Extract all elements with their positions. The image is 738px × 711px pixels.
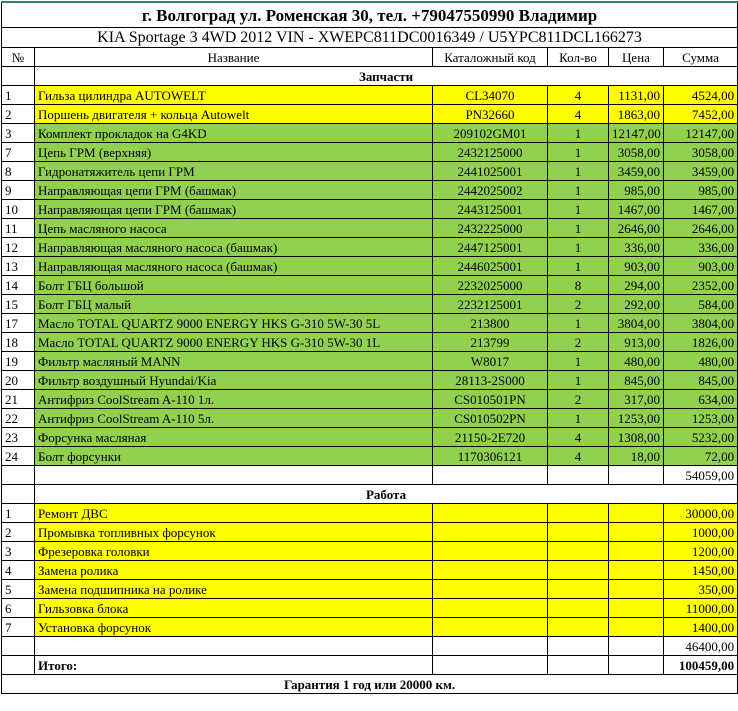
part-qty: 1 [548,238,609,257]
row-number: 7 [2,618,35,637]
parts-row [2,124,738,143]
part-name: Антифриз CoolStream A-110 5л. [35,409,433,428]
empty-cell [548,504,609,523]
part-code: 2446025001 [433,257,548,276]
work-sum: 1450,00 [664,561,738,580]
empty-cell [433,504,548,523]
empty-cell [433,523,548,542]
part-sum: 2352,00 [664,276,738,295]
total-label: Итого: [35,656,433,675]
part-code: 28113-2S000 [433,371,548,390]
column-header-name: Название [35,48,433,67]
empty-cell [609,656,664,675]
part-name: Форсунка масляная [35,428,433,447]
row-number: 20 [2,371,35,390]
part-code: CL34070 [433,86,548,105]
part-price: 3459,00 [609,162,664,181]
total-row [2,656,738,675]
work-name: Промывка топливных форсунок [35,523,433,542]
row-number: 23 [2,428,35,447]
row-number: 17 [2,314,35,333]
part-price: 3804,00 [609,314,664,333]
part-name: Цепь масляного насоса [35,219,433,238]
row-number: 4 [2,561,35,580]
part-sum: 72,00 [664,447,738,466]
parts-row [2,447,738,466]
part-price: 985,00 [609,181,664,200]
parts-row [2,428,738,447]
column-header-row [2,48,738,67]
empty-cell [548,542,609,561]
part-price: 18,00 [609,447,664,466]
part-qty: 1 [548,219,609,238]
work-sum: 1200,00 [664,542,738,561]
row-number: 3 [2,542,35,561]
part-qty: 1 [548,314,609,333]
total-value: 100459,00 [664,656,738,675]
part-name: Направляющая масляного насоса (башмак) [35,257,433,276]
part-qty: 4 [548,428,609,447]
part-price: 336,00 [609,238,664,257]
part-name: Направляющая цепи ГРМ (башмак) [35,200,433,219]
work-row [2,618,738,637]
empty-cell [609,599,664,618]
column-header-sum: Сумма [664,48,738,67]
part-price: 2646,00 [609,219,664,238]
column-header-code: Каталожный код [433,48,548,67]
empty-cell [609,466,664,485]
row-number: 24 [2,447,35,466]
part-price: 1131,00 [609,86,664,105]
part-sum: 480,00 [664,352,738,371]
work-row [2,599,738,618]
part-code: CS010502PN [433,409,548,428]
part-sum: 1826,00 [664,333,738,352]
row-number: 22 [2,409,35,428]
part-sum: 3804,00 [664,314,738,333]
part-qty: 4 [548,86,609,105]
part-code: CS010501PN [433,390,548,409]
empty-cell [433,599,548,618]
row-number: 14 [2,276,35,295]
row-number: 6 [2,599,35,618]
part-sum: 3058,00 [664,143,738,162]
part-qty: 1 [548,371,609,390]
work-row [2,523,738,542]
empty-cell [433,637,548,656]
work-name: Ремонт ДВС [35,504,433,523]
row-number: 18 [2,333,35,352]
row-number: 1 [2,86,35,105]
row-number: 10 [2,200,35,219]
part-name: Масло TOTAL QUARTZ 9000 ENERGY HKS G-310 5W-30 5L [35,314,433,333]
work-name: Фрезеровка головки [35,542,433,561]
part-code: 2447125001 [433,238,548,257]
part-price: 913,00 [609,333,664,352]
part-qty: 1 [548,352,609,371]
empty-cell [548,599,609,618]
part-code: 2441025001 [433,162,548,181]
part-sum: 634,00 [664,390,738,409]
part-qty: 4 [548,105,609,124]
part-sum: 3459,00 [664,162,738,181]
part-price: 292,00 [609,295,664,314]
part-qty: 1 [548,162,609,181]
part-name: Цепь ГРМ (верхняя) [35,143,433,162]
part-sum: 336,00 [664,238,738,257]
empty-cell [548,561,609,580]
work-section-label: Работа [35,485,738,504]
part-name: Направляющая цепи ГРМ (башмак) [35,181,433,200]
work-sum: 1400,00 [664,618,738,637]
part-qty: 1 [548,143,609,162]
part-price: 1863,00 [609,105,664,124]
work-row [2,504,738,523]
part-sum: 584,00 [664,295,738,314]
part-qty: 2 [548,333,609,352]
work-row [2,561,738,580]
empty-cell [433,542,548,561]
parts-row [2,143,738,162]
part-sum: 12147,00 [664,124,738,143]
work-sum: 1000,00 [664,523,738,542]
part-name: Гидронатяжитель цепи ГРМ [35,162,433,181]
part-code: 2232025000 [433,276,548,295]
work-name: Гильзовка блока [35,599,433,618]
estimate-table [1,1,738,694]
parts-row [2,314,738,333]
part-price: 1467,00 [609,200,664,219]
parts-subtotal-row [2,466,738,485]
part-sum: 1253,00 [664,409,738,428]
part-name: Болт ГБЦ большой [35,276,433,295]
part-qty: 1 [548,200,609,219]
parts-row [2,181,738,200]
empty-cell [2,485,35,504]
part-qty: 4 [548,447,609,466]
empty-cell [2,637,35,656]
parts-row [2,257,738,276]
part-qty: 1 [548,124,609,143]
empty-cell [35,637,433,656]
row-number: 19 [2,352,35,371]
part-qty: 1 [548,257,609,276]
part-sum: 1467,00 [664,200,738,219]
empty-cell [609,618,664,637]
parts-row [2,200,738,219]
work-name: Установка форсунок [35,618,433,637]
parts-section-header [2,67,738,86]
row-number: 13 [2,257,35,276]
part-name: Поршень двигателя + кольца Autowelt [35,105,433,124]
row-number: 7 [2,143,35,162]
parts-row [2,371,738,390]
parts-row [2,105,738,124]
part-name: Фильтр масляный MANN [35,352,433,371]
part-code: 2442025002 [433,181,548,200]
empty-cell [35,466,433,485]
part-code: 213799 [433,333,548,352]
empty-cell [609,504,664,523]
empty-cell [433,656,548,675]
work-name: Замена подшипника на ролике [35,580,433,599]
part-name: Антифриз CoolStream A-110 1л. [35,390,433,409]
part-price: 294,00 [609,276,664,295]
parts-row [2,295,738,314]
part-price: 903,00 [609,257,664,276]
row-number: 1 [2,504,35,523]
work-subtotal: 46400,00 [664,637,738,656]
part-code: W8017 [433,352,548,371]
part-qty: 8 [548,276,609,295]
empty-cell [609,580,664,599]
column-header-price: Цена [609,48,664,67]
empty-cell [609,542,664,561]
empty-cell [609,523,664,542]
parts-row [2,333,738,352]
warranty-row [2,675,738,694]
part-name: Комплект прокладок на G4KD [35,124,433,143]
part-name: Болт форсунки [35,447,433,466]
work-sum: 30000,00 [664,504,738,523]
part-sum: 2646,00 [664,219,738,238]
parts-row [2,162,738,181]
row-number: 21 [2,390,35,409]
work-row [2,542,738,561]
part-code: PN32660 [433,105,548,124]
work-name: Замена ролика [35,561,433,580]
empty-cell [548,580,609,599]
page-title: г. Волгоград ул. Роменская 30, тел. +79047550990 Владимир [2,2,738,28]
part-name: Болт ГБЦ малый [35,295,433,314]
work-section-header [2,485,738,504]
part-price: 3058,00 [609,143,664,162]
empty-cell [548,618,609,637]
empty-cell [2,466,35,485]
part-code: 2232125001 [433,295,548,314]
column-header-qty: Кол-во [548,48,609,67]
part-name: Направляющая масляного насоса (башмак) [35,238,433,257]
part-qty: 1 [548,181,609,200]
part-sum: 845,00 [664,371,738,390]
part-price: 480,00 [609,352,664,371]
parts-row [2,352,738,371]
part-sum: 5232,00 [664,428,738,447]
empty-cell [433,580,548,599]
empty-cell [433,618,548,637]
row-number: 11 [2,219,35,238]
part-sum: 4524,00 [664,86,738,105]
part-code: 2432225000 [433,219,548,238]
work-sum: 350,00 [664,580,738,599]
part-qty: 2 [548,390,609,409]
work-sum: 11000,00 [664,599,738,618]
parts-subtotal: 54059,00 [664,466,738,485]
parts-row [2,219,738,238]
part-price: 1253,00 [609,409,664,428]
part-code: 21150-2E720 [433,428,548,447]
empty-cell [548,466,609,485]
part-price: 1308,00 [609,428,664,447]
empty-cell [548,637,609,656]
part-code: 2443125001 [433,200,548,219]
empty-cell [433,466,548,485]
part-code: 1170306121 [433,447,548,466]
row-number: 3 [2,124,35,143]
empty-cell [548,656,609,675]
warranty-note: Гарантия 1 год или 20000 км. [2,675,738,694]
part-price: 317,00 [609,390,664,409]
part-qty: 1 [548,409,609,428]
part-qty: 2 [548,295,609,314]
parts-row [2,238,738,257]
column-header-num: № [2,48,35,67]
part-name: Фильтр воздушный Hyundai/Kia [35,371,433,390]
row-number: 2 [2,105,35,124]
work-subtotal-row [2,637,738,656]
empty-cell [609,637,664,656]
part-code: 213800 [433,314,548,333]
row-number: 15 [2,295,35,314]
part-code: 209102GM01 [433,124,548,143]
vehicle-info: KIA Sportage 3 4WD 2012 VIN - XWEPC811DC0016349 / U5YPC811DCL166273 [2,28,738,48]
row-number: 9 [2,181,35,200]
parts-row [2,409,738,428]
parts-section-label: Запчасти [35,67,738,86]
parts-row [2,276,738,295]
empty-cell [433,561,548,580]
part-price: 12147,00 [609,124,664,143]
row-number: 2 [2,523,35,542]
part-sum: 903,00 [664,257,738,276]
empty-cell [548,523,609,542]
row-number: 5 [2,580,35,599]
empty-cell [2,656,35,675]
empty-cell [609,561,664,580]
part-price: 845,00 [609,371,664,390]
parts-row [2,390,738,409]
part-sum: 7452,00 [664,105,738,124]
part-code: 2432125000 [433,143,548,162]
work-row [2,580,738,599]
part-name: Гильза цилиндра AUTOWELT [35,86,433,105]
part-sum: 985,00 [664,181,738,200]
parts-row [2,86,738,105]
part-name: Масло TOTAL QUARTZ 9000 ENERGY HKS G-310 5W-30 1L [35,333,433,352]
row-number: 12 [2,238,35,257]
row-number: 8 [2,162,35,181]
